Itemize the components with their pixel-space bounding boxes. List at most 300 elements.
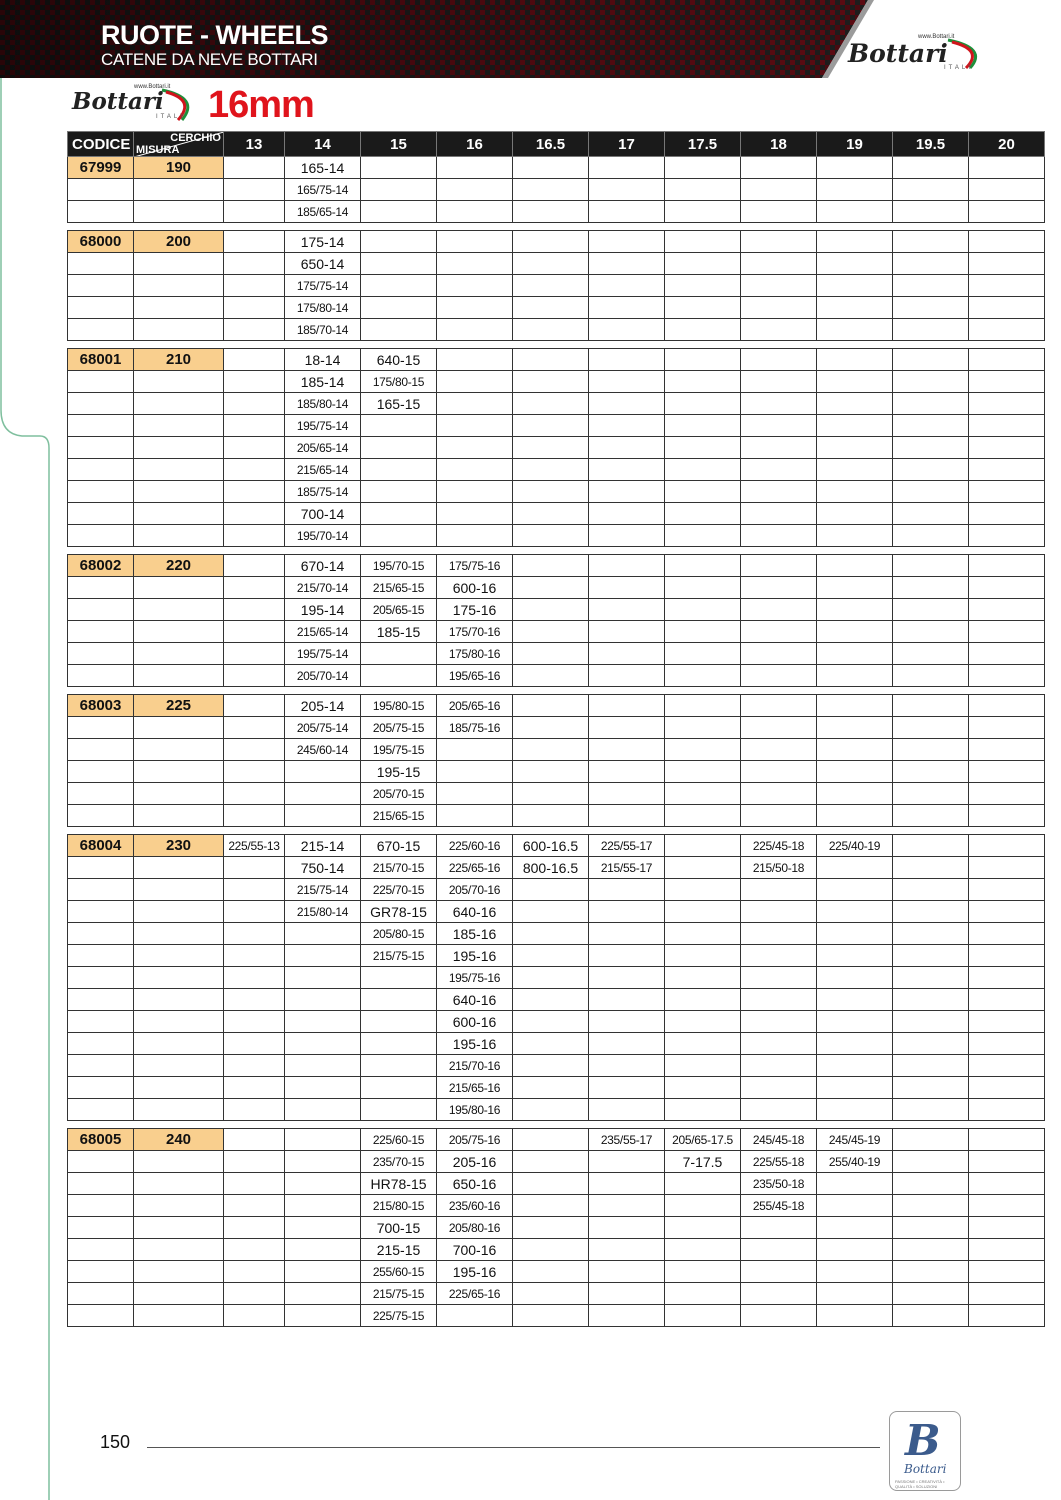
tire-size-cell <box>665 989 741 1011</box>
chain-misura-empty <box>134 319 224 341</box>
product-code-empty <box>68 857 134 879</box>
chain-misura: 240 <box>134 1129 224 1151</box>
tire-size-cell <box>969 393 1045 415</box>
tire-size-cell <box>893 835 969 857</box>
table-row <box>68 599 1045 621</box>
tire-size-cell <box>513 459 589 481</box>
tire-size-cell <box>665 945 741 967</box>
tire-size-cell: 245/60-14 <box>285 739 361 761</box>
tire-size-cell <box>224 717 285 739</box>
product-code-empty <box>68 437 134 459</box>
tire-size-cell <box>513 1239 589 1261</box>
tire-size-cell <box>513 1011 589 1033</box>
tire-size-cell: 185/75-16 <box>437 717 513 739</box>
tire-size-cell <box>969 415 1045 437</box>
table-row <box>68 739 1045 761</box>
tire-size-cell <box>817 1261 893 1283</box>
tire-size-cell: 245/45-19 <box>817 1129 893 1151</box>
tire-size-cell <box>893 481 969 503</box>
chain-misura-empty <box>134 415 224 437</box>
group-spacer-cell <box>68 223 1045 231</box>
table-row <box>68 621 1045 643</box>
tire-size-cell: 225/40-19 <box>817 835 893 857</box>
tire-size-cell <box>817 923 893 945</box>
tire-size-cell <box>893 695 969 717</box>
header-rim-14: 14 <box>285 132 361 157</box>
tire-size-cell <box>224 857 285 879</box>
tire-size-cell <box>665 1033 741 1055</box>
tire-size-cell <box>969 1261 1045 1283</box>
tire-size-cell: 255/40-19 <box>817 1151 893 1173</box>
tire-size-cell: 215/65-15 <box>361 577 437 599</box>
tire-size-cell <box>969 695 1045 717</box>
product-code-empty <box>68 297 134 319</box>
tire-size-cell: 225/65-16 <box>437 857 513 879</box>
tire-size-cell <box>513 275 589 297</box>
tire-size-cell <box>437 503 513 525</box>
product-code-empty <box>68 739 134 761</box>
product-code-empty <box>68 275 134 297</box>
tire-size-cell <box>361 253 437 275</box>
product-code-empty <box>68 923 134 945</box>
tire-size-cell <box>589 1055 665 1077</box>
tire-size-cell <box>817 1173 893 1195</box>
tire-size-cell <box>513 923 589 945</box>
product-code: 68005 <box>68 1129 134 1151</box>
tire-size-cell: 185/70-14 <box>285 319 361 341</box>
tire-size-cell <box>893 621 969 643</box>
tire-size-cell <box>969 371 1045 393</box>
tire-size-cell <box>817 525 893 547</box>
tire-size-cell: 215/80-14 <box>285 901 361 923</box>
tire-size-cell <box>513 231 589 253</box>
tire-size-cell: 600-16 <box>437 577 513 599</box>
table-row <box>68 1195 1045 1217</box>
tire-size-cell: 670-15 <box>361 835 437 857</box>
tire-size-cell <box>741 599 817 621</box>
header-rim-17: 17 <box>589 132 665 157</box>
tire-size-cell <box>893 371 969 393</box>
tire-size-cell <box>969 459 1045 481</box>
tire-size-cell: 205/70-16 <box>437 879 513 901</box>
tire-size-cell <box>893 231 969 253</box>
tire-size-cell: 205/65-17.5 <box>665 1129 741 1151</box>
tire-size-cell: 600-16 <box>437 1011 513 1033</box>
tire-size-cell <box>817 695 893 717</box>
table-row <box>68 967 1045 989</box>
tire-size-cell <box>741 945 817 967</box>
side-rail <box>0 78 60 1500</box>
tire-size-cell <box>224 1011 285 1033</box>
tire-size-cell <box>893 1033 969 1055</box>
tire-size-cell <box>513 503 589 525</box>
header-codice: CODICE <box>68 132 134 157</box>
tire-size-cell <box>589 923 665 945</box>
chain-misura-empty <box>134 503 224 525</box>
section-brand-logo <box>70 84 200 126</box>
brand-country: ITALY <box>944 65 975 71</box>
product-code-empty <box>68 393 134 415</box>
tire-size-cell <box>224 1099 285 1121</box>
header-rim-13: 13 <box>224 132 285 157</box>
tire-size-cell <box>893 717 969 739</box>
tire-size-cell: 235/70-15 <box>361 1151 437 1173</box>
header-title: RUOTE - WHEELS <box>101 20 328 50</box>
product-code: 68001 <box>68 349 134 371</box>
tire-size-cell: 195-16 <box>437 1033 513 1055</box>
tire-size-cell <box>969 665 1045 687</box>
chain-misura-empty <box>134 857 224 879</box>
tire-size-cell <box>437 393 513 415</box>
tire-size-cell: 195-16 <box>437 945 513 967</box>
tire-size-cell <box>969 805 1045 827</box>
tire-size-cell <box>224 503 285 525</box>
tire-size-cell <box>893 1173 969 1195</box>
table-row <box>68 415 1045 437</box>
tire-size-cell <box>224 879 285 901</box>
tire-size-cell <box>224 989 285 1011</box>
tire-size-cell: 165-15 <box>361 393 437 415</box>
group-spacer-cell <box>68 687 1045 695</box>
tire-size-cell <box>741 179 817 201</box>
table-row <box>68 923 1045 945</box>
tire-size-cell <box>513 371 589 393</box>
product-code: 68003 <box>68 695 134 717</box>
table-row <box>68 525 1045 547</box>
tire-size-cell <box>741 319 817 341</box>
product-code-empty <box>68 1151 134 1173</box>
tire-size-cell <box>513 1033 589 1055</box>
tire-size-cell <box>969 1099 1045 1121</box>
table-row <box>68 555 1045 577</box>
tire-size-cell <box>513 1195 589 1217</box>
tire-size-cell <box>513 805 589 827</box>
table-row <box>68 695 1045 717</box>
tire-size-cell <box>893 555 969 577</box>
tire-size-cell <box>513 1077 589 1099</box>
tire-size-cell: 650-16 <box>437 1173 513 1195</box>
tire-size-cell <box>285 1173 361 1195</box>
tire-size-cell <box>361 231 437 253</box>
tire-size-cell <box>817 157 893 179</box>
product-code-empty <box>68 179 134 201</box>
tire-size-cell <box>589 319 665 341</box>
tire-size-cell <box>589 717 665 739</box>
tire-size-cell <box>893 1239 969 1261</box>
product-code-empty <box>68 1099 134 1121</box>
tire-size-cell <box>513 761 589 783</box>
tire-size-cell <box>513 297 589 319</box>
tire-size-cell <box>361 459 437 481</box>
tire-size-cell <box>361 415 437 437</box>
header-rim-17-5: 17.5 <box>665 132 741 157</box>
tire-size-cell <box>224 1077 285 1099</box>
tire-size-cell <box>224 761 285 783</box>
tire-size-cell <box>285 1283 361 1305</box>
tire-size-cell <box>513 157 589 179</box>
tire-size-cell <box>741 805 817 827</box>
tire-size-cell <box>589 805 665 827</box>
tire-size-cell: 215/70-15 <box>361 857 437 879</box>
tire-size-cell <box>817 275 893 297</box>
tire-size-cell <box>741 901 817 923</box>
group-spacer-cell <box>68 341 1045 349</box>
chain-misura-empty <box>134 1077 224 1099</box>
table-row <box>68 349 1045 371</box>
tire-size-cell <box>969 319 1045 341</box>
section-brand-name: Bottari <box>72 88 164 115</box>
tire-size-cell: 800-16.5 <box>513 857 589 879</box>
tire-size-cell <box>969 481 1045 503</box>
tire-size-cell <box>513 783 589 805</box>
chain-misura-empty <box>134 879 224 901</box>
tire-size-cell <box>817 621 893 643</box>
chain-misura-empty <box>134 945 224 967</box>
tire-size-cell <box>224 201 285 223</box>
tire-size-cell <box>665 555 741 577</box>
tire-size-cell <box>817 1033 893 1055</box>
header-misura-cerchio <box>134 132 224 157</box>
tire-size-cell <box>817 555 893 577</box>
tire-size-cell <box>969 1129 1045 1151</box>
table-row <box>68 393 1045 415</box>
tire-size-cell <box>893 665 969 687</box>
tire-size-cell <box>741 717 817 739</box>
tire-size-cell: 165-14 <box>285 157 361 179</box>
tire-size-cell <box>224 1217 285 1239</box>
tire-size-cell <box>665 481 741 503</box>
chain-misura-empty <box>134 783 224 805</box>
tire-size-cell <box>513 1099 589 1121</box>
table-row <box>68 1129 1045 1151</box>
tire-size-cell <box>969 253 1045 275</box>
tire-size-cell <box>969 761 1045 783</box>
tire-size-cell <box>969 643 1045 665</box>
tire-size-cell <box>589 1011 665 1033</box>
product-code-empty <box>68 577 134 599</box>
tire-size-cell: 175/75-14 <box>285 275 361 297</box>
tire-size-cell: 225/65-16 <box>437 1283 513 1305</box>
tire-size-cell <box>969 923 1045 945</box>
tire-size-cell <box>969 1151 1045 1173</box>
tire-size-cell <box>285 1099 361 1121</box>
tire-size-cell <box>665 1011 741 1033</box>
section-brand-site: www.Bottari.it <box>134 84 171 90</box>
tire-size-cell <box>513 1305 589 1327</box>
tire-size-cell <box>589 459 665 481</box>
tire-size-cell <box>817 1195 893 1217</box>
tire-size-cell <box>893 783 969 805</box>
tire-size-cell <box>741 275 817 297</box>
chain-misura-empty <box>134 297 224 319</box>
chain-misura-empty <box>134 1305 224 1327</box>
tire-size-cell: 215/75-14 <box>285 879 361 901</box>
tire-size-cell <box>969 599 1045 621</box>
tire-size-cell <box>589 599 665 621</box>
tire-size-cell <box>665 275 741 297</box>
tire-size-cell <box>513 319 589 341</box>
tire-size-cell: 640-16 <box>437 989 513 1011</box>
tire-size-cell <box>741 371 817 393</box>
tire-size-cell <box>589 901 665 923</box>
tire-size-cell <box>589 201 665 223</box>
header-rim-18: 18 <box>741 132 817 157</box>
tire-size-cell <box>969 525 1045 547</box>
tire-size-cell <box>817 761 893 783</box>
tire-size-cell <box>589 989 665 1011</box>
group-spacer <box>68 341 1045 349</box>
tire-size-cell <box>741 665 817 687</box>
tire-size-cell <box>741 253 817 275</box>
tire-size-cell <box>224 349 285 371</box>
tire-size-cell <box>437 761 513 783</box>
tire-size-cell <box>589 525 665 547</box>
tire-size-cell <box>589 945 665 967</box>
tire-size-cell: 185/75-14 <box>285 481 361 503</box>
tire-size-cell: 205/80-16 <box>437 1217 513 1239</box>
tire-size-cell <box>361 503 437 525</box>
tire-size-cell <box>741 555 817 577</box>
tire-size-cell: 185-14 <box>285 371 361 393</box>
tire-size-cell <box>589 1305 665 1327</box>
tire-size-cell <box>224 739 285 761</box>
tire-size-cell <box>589 1033 665 1055</box>
tire-size-cell: 175/75-16 <box>437 555 513 577</box>
tire-size-cell <box>437 481 513 503</box>
chain-misura-empty <box>134 275 224 297</box>
tire-size-cell: 215/50-18 <box>741 857 817 879</box>
tire-size-cell: 175-16 <box>437 599 513 621</box>
tire-size-cell: 195-14 <box>285 599 361 621</box>
tire-size-cell: 225/60-16 <box>437 835 513 857</box>
tire-size-cell <box>589 577 665 599</box>
tire-size-cell <box>969 621 1045 643</box>
tire-size-cell <box>285 989 361 1011</box>
group-spacer <box>68 223 1045 231</box>
tire-size-cell <box>285 1151 361 1173</box>
tire-size-cell <box>741 201 817 223</box>
tire-size-cell <box>969 157 1045 179</box>
tire-size-cell: GR78-15 <box>361 901 437 923</box>
tire-size-cell <box>589 503 665 525</box>
product-code-empty <box>68 717 134 739</box>
chain-misura-empty <box>134 525 224 547</box>
tire-size-cell <box>589 643 665 665</box>
tire-size-cell <box>513 717 589 739</box>
product-code: 68000 <box>68 231 134 253</box>
tire-size-cell <box>893 253 969 275</box>
tire-size-cell <box>589 1283 665 1305</box>
tire-size-cell <box>893 967 969 989</box>
tire-size-cell <box>437 349 513 371</box>
tire-size-cell <box>589 297 665 319</box>
tire-size-cell <box>741 1055 817 1077</box>
tire-size-cell <box>665 1239 741 1261</box>
tire-size-cell <box>969 1217 1045 1239</box>
tire-size-cell <box>817 349 893 371</box>
tire-size-cell <box>589 437 665 459</box>
table-row <box>68 805 1045 827</box>
tire-size-cell <box>361 297 437 319</box>
tire-size-cell <box>817 253 893 275</box>
tire-size-cell <box>665 415 741 437</box>
chain-misura-empty <box>134 1151 224 1173</box>
table-row <box>68 231 1045 253</box>
tire-size-cell <box>969 437 1045 459</box>
group-spacer-cell <box>68 1121 1045 1129</box>
tire-size-cell <box>224 437 285 459</box>
table-row <box>68 1033 1045 1055</box>
footer-logo <box>889 1411 961 1491</box>
tire-size-cell <box>513 989 589 1011</box>
tire-size-cell <box>817 481 893 503</box>
tire-size-cell: 175/80-16 <box>437 643 513 665</box>
tire-size-cell <box>969 1195 1045 1217</box>
tire-size-cell <box>969 945 1045 967</box>
tire-size-cell <box>817 739 893 761</box>
tire-size-cell <box>969 1011 1045 1033</box>
tire-size-cell <box>285 1033 361 1055</box>
tire-size-cell <box>969 275 1045 297</box>
tire-size-cell <box>224 371 285 393</box>
tire-size-cell: 225/70-15 <box>361 879 437 901</box>
tire-size-cell <box>741 761 817 783</box>
tire-size-cell <box>437 739 513 761</box>
tire-size-cell <box>665 393 741 415</box>
tire-size-cell <box>224 157 285 179</box>
product-code-empty <box>68 253 134 275</box>
chain-misura-empty <box>134 923 224 945</box>
tire-size-cell <box>893 349 969 371</box>
chain-misura: 190 <box>134 157 224 179</box>
tire-size-cell <box>741 459 817 481</box>
product-code-empty <box>68 371 134 393</box>
tire-size-cell <box>589 665 665 687</box>
tire-size-cell <box>893 1283 969 1305</box>
tire-size-cell <box>437 783 513 805</box>
table-row <box>68 1283 1045 1305</box>
tire-size-cell <box>224 231 285 253</box>
tire-size-cell <box>665 967 741 989</box>
tire-size-cell <box>224 945 285 967</box>
group-spacer-cell <box>68 547 1045 555</box>
table-row <box>68 835 1045 857</box>
tire-size-cell <box>285 1011 361 1033</box>
tire-size-cell <box>437 201 513 223</box>
tire-size-cell <box>893 923 969 945</box>
tire-size-cell <box>893 297 969 319</box>
table-row <box>68 437 1045 459</box>
tire-size-cell <box>224 393 285 415</box>
tire-size-cell <box>665 231 741 253</box>
tire-size-cell <box>969 297 1045 319</box>
tire-size-cell: 215/75-15 <box>361 945 437 967</box>
table-header-row <box>68 132 1045 157</box>
tire-size-cell <box>224 1305 285 1327</box>
header-rim-19: 19 <box>817 132 893 157</box>
product-code-empty <box>68 783 134 805</box>
table-row <box>68 717 1045 739</box>
tire-size-cell <box>969 179 1045 201</box>
tire-size-cell <box>589 179 665 201</box>
chain-misura-empty <box>134 1173 224 1195</box>
product-code-empty <box>68 599 134 621</box>
tire-size-cell <box>893 739 969 761</box>
tire-size-cell <box>224 275 285 297</box>
tire-size-cell <box>817 805 893 827</box>
tire-size-cell <box>741 1305 817 1327</box>
tire-size-cell <box>589 555 665 577</box>
